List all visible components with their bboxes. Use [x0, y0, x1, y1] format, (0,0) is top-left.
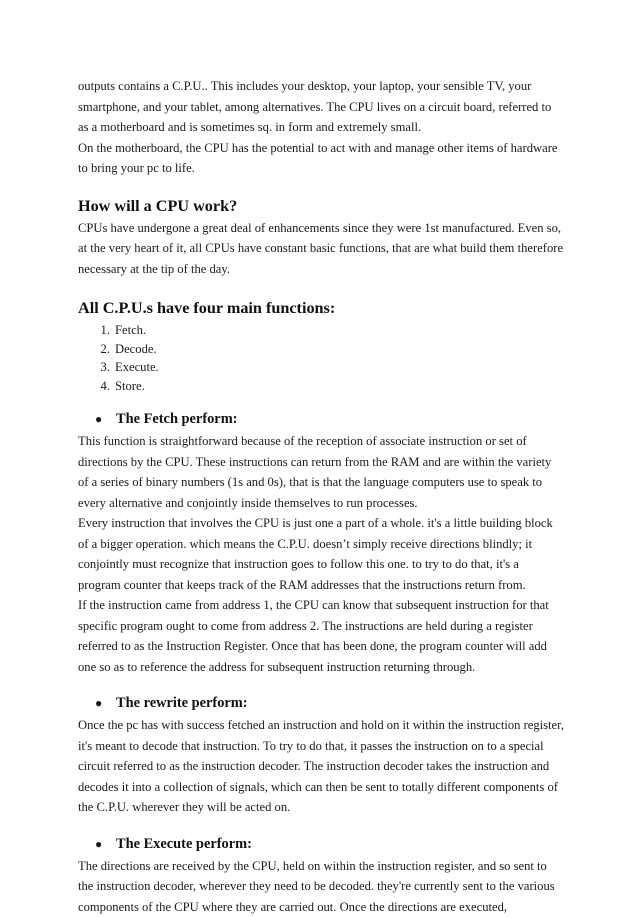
execute-bullet-heading: [78, 834, 564, 854]
bullet-icon: ●: [95, 836, 103, 851]
list-number: 3.: [100, 360, 110, 375]
how-cpu-works-paragraph: CPUs have undergone a great deal of enhancements since they were 1st manufactured. Even so, at the very heart of it, all CPUs have constant basic functions, that are what build them therefore necessary at the tip of the day.: [78, 220, 564, 276]
fetch-bullet-heading: [78, 409, 564, 429]
list-item: [78, 321, 564, 340]
list-number: 2.: [100, 341, 110, 356]
how-cpu-works-heading: How will a CPU work?: [78, 196, 238, 215]
list-item-label: Fetch.: [115, 323, 147, 337]
list-item-label: Decode.: [115, 341, 157, 356]
list-number: 1.: [100, 323, 110, 337]
functions-list: [78, 321, 564, 395]
fetch-paragraph: This function is straightforward because of the reception of associate instruction or set of directions by the CPU. These instructions can return from the RAM and are within the variety of a series of binary numbers (1s and 0s), that is that the language computers use to speak to every alternative and conjointly inside themselves to run processes.: [78, 434, 552, 510]
document-page: [78, 76, 564, 917]
rewrite-heading: The rewrite perform:: [116, 695, 248, 712]
bullet-icon: ●: [95, 696, 103, 711]
list-item: [78, 340, 564, 359]
list-item: [78, 377, 564, 396]
list-item: [78, 358, 564, 377]
bullet-icon: ●: [95, 412, 103, 427]
list-item-label: Store.: [115, 378, 145, 393]
fetch-heading: The Fetch perform:: [116, 411, 238, 428]
execute-paragraph: The directions are received by the CPU, held on within the instruction register, and so sent to the instruction decoder, wherever they need to be decoded. they're currently sent to the various components of the CPU where they are carried out. Once the directions are executed,: [78, 858, 555, 914]
list-item-label: Execute.: [115, 360, 159, 375]
rewrite-bullet-heading: [78, 693, 564, 713]
intro-paragraph: outputs contains a C.P.U.. This includes your desktop, your laptop, your sensible TV, your smartphone, and your tablet, among alternatives. The CPU lives on a circuit board, referred to as a motherboard and is sometimes sq. in form and extremely small.: [78, 79, 552, 134]
list-number: 4.: [100, 378, 110, 393]
rewrite-paragraph: Once the pc has with success fetched an instruction and hold on it within the instruction register, it's meant to decode that instruction. To try to do that, it passes the instruction on to a special circuit referred to as the instruction decoder. The instruction decoder takes the instruction and decodes it into a collection of signals, which can then be sent to totally different components of the C.P.U. wherever they will be acted on.: [78, 718, 564, 815]
execute-heading: The Execute perform:: [116, 835, 252, 852]
four-functions-heading: All C.P.U.s have four main functions:: [78, 299, 336, 317]
intro-paragraph-2: On the motherboard, the CPU has the potential to act with and manage other items of hardware to bring your pc to life.: [78, 140, 558, 175]
fetch-paragraph-2: Every instruction that involves the CPU is just one a part of a whole. it's a little building block of a bigger operation. which means the C.P.U. doesn’t simply receive directions blindly; it conjointly must recognize that instruction goes to follow this one. to try to do that, it's a program counter that keeps track of the RAM addresses that the instructions return from.: [78, 516, 553, 592]
fetch-paragraph-3: If the instruction came from address 1, the CPU can know that subsequent instruction for that specific program ought to come from address 2. The instructions are held during a register referred to as the Instruction Register. Once that has been done, the program counter will add one so as to reference the address for subsequent instruction returning through.: [78, 598, 549, 674]
